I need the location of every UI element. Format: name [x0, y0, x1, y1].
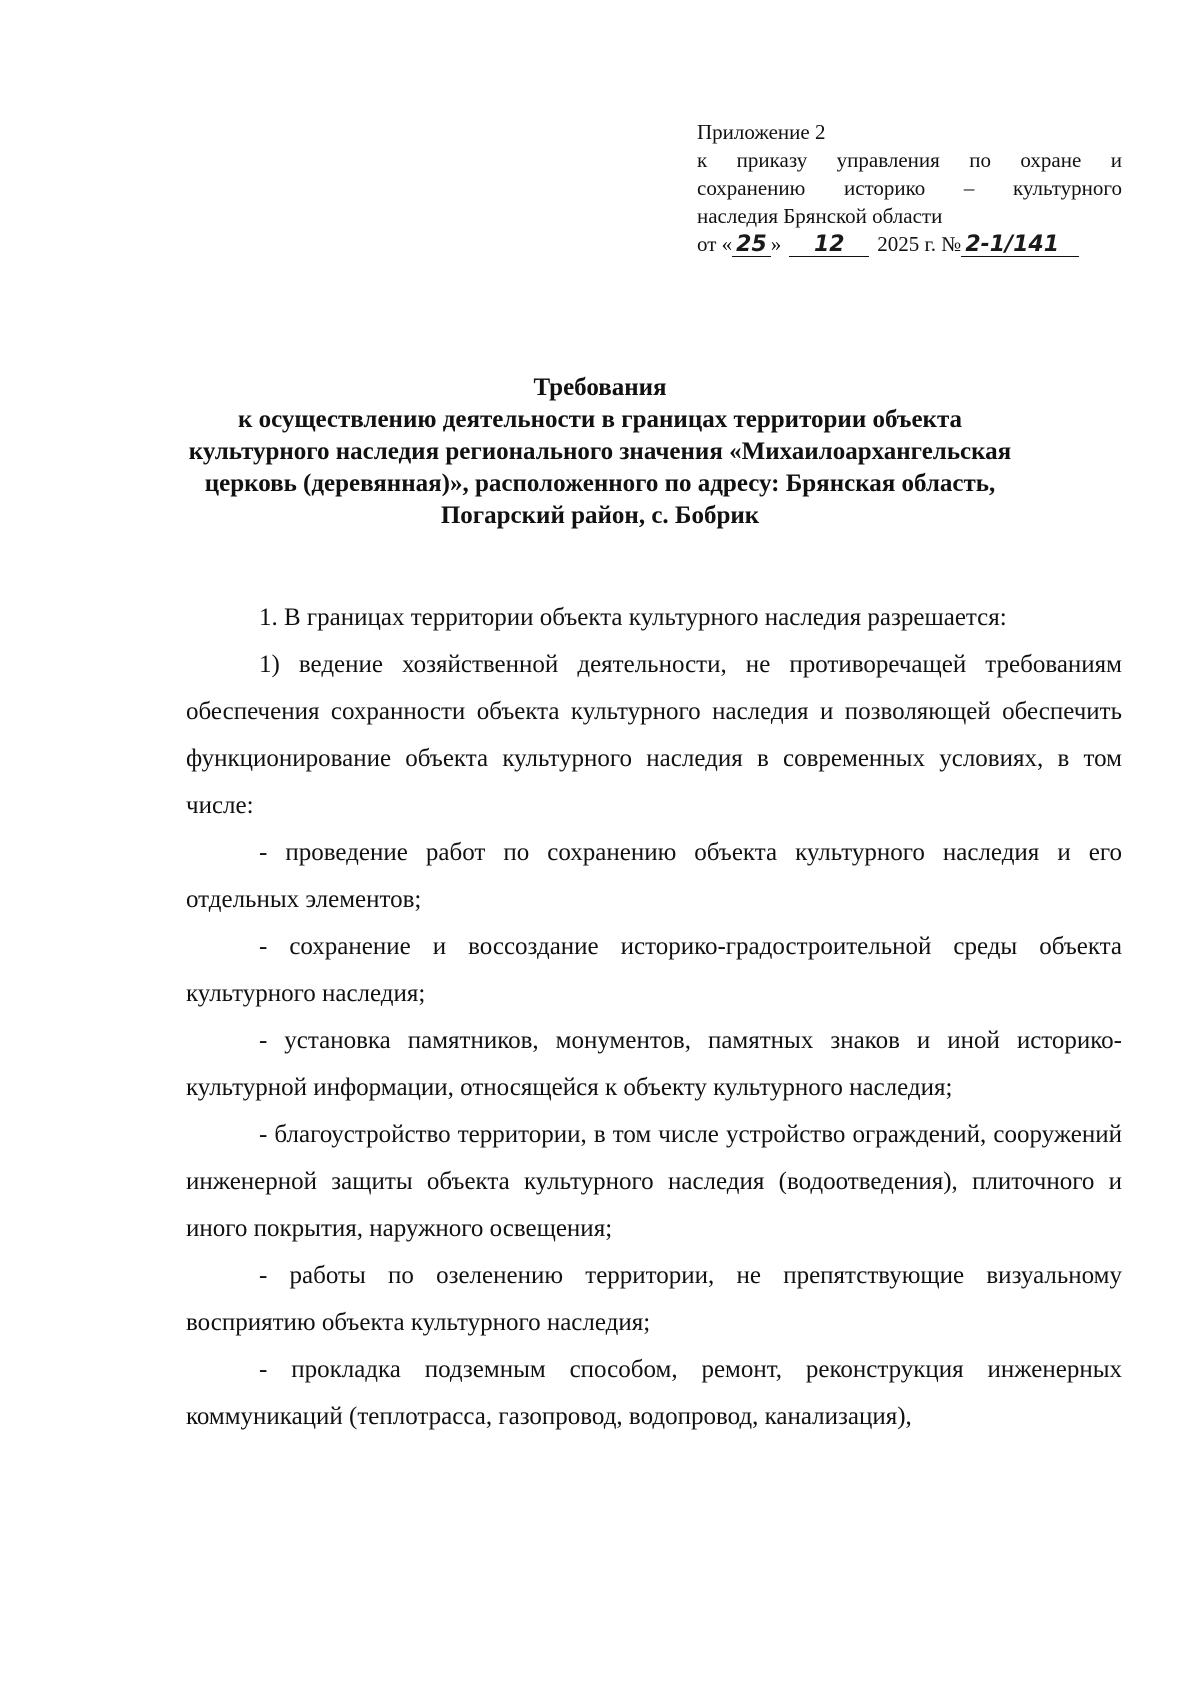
paragraph-8: - прокладка подземным способом, ремонт, реконструкция инженерных коммуникаций (теплотрасса, газопровод, водопровод, канализация), — [186, 1356, 1122, 1430]
paragraph-4: - сохранение и воссоздание историко-градостроительной среды объекта культурного наследия; — [186, 933, 1122, 1007]
title-line-4: церковь (деревянная)», расположенного по адресу: Брянская область, — [204, 470, 996, 497]
handwritten-day: 25 — [732, 234, 771, 257]
appendix-title: Приложение 2 — [697, 120, 826, 144]
date-prefix: от « — [697, 232, 733, 256]
title-line-5: Погарский район, с. Бобрик — [440, 502, 760, 529]
paragraph-2: 1) ведение хозяйственной деятельности, не противоречащей требованиям обеспечения сохранности объекта культурного наследия и позволяющей обеспечить функционирование объекта культурного наследия в современных условиях, в том числе: — [186, 651, 1122, 819]
appendix-line-2: сохранению историко – культурного — [697, 176, 1122, 200]
title-line-1: Требования — [533, 374, 667, 401]
title-line-2: к осуществлению деятельности в границах территории объекта — [237, 406, 963, 433]
title-line-3: культурного наследия регионального значения «Михаилоархангельская — [188, 438, 1012, 465]
date-year: 2025 г. № — [877, 232, 962, 256]
paragraph-3: - проведение работ по сохранению объекта культурного наследия и его отдельных элементов; — [186, 839, 1122, 913]
document-title — [150, 372, 1050, 532]
appendix-date-line — [697, 230, 1122, 258]
paragraph-1: 1. В границах территории объекта культурного наследия разрешается: — [259, 604, 1007, 631]
paragraph-6: - благоустройство территории, в том числе устройство ограждений, сооружений инженерной защиты объекта культурного наследия (водоотведения), плиточного и иного покрытия, наружного освещения; — [186, 1121, 1122, 1242]
date-mid: » — [770, 232, 782, 256]
document-body — [186, 594, 1122, 1440]
appendix-line-3: наследия Брянской области — [697, 204, 943, 228]
paragraph-7: - работы по озеленению территории, не препятствующие визуальному восприятию объекта культурного наследия; — [186, 1262, 1122, 1336]
appendix-header — [697, 118, 1122, 258]
handwritten-month: 12 — [789, 234, 869, 257]
handwritten-doc-number: 2-1/141 — [961, 234, 1079, 257]
appendix-line-1: к приказу управления по охране и — [697, 148, 1122, 172]
paragraph-5: - установка памятников, монументов, памятных знаков и иной историко-культурной информации, относящейся к объекту культурного наследия; — [186, 1027, 1122, 1101]
